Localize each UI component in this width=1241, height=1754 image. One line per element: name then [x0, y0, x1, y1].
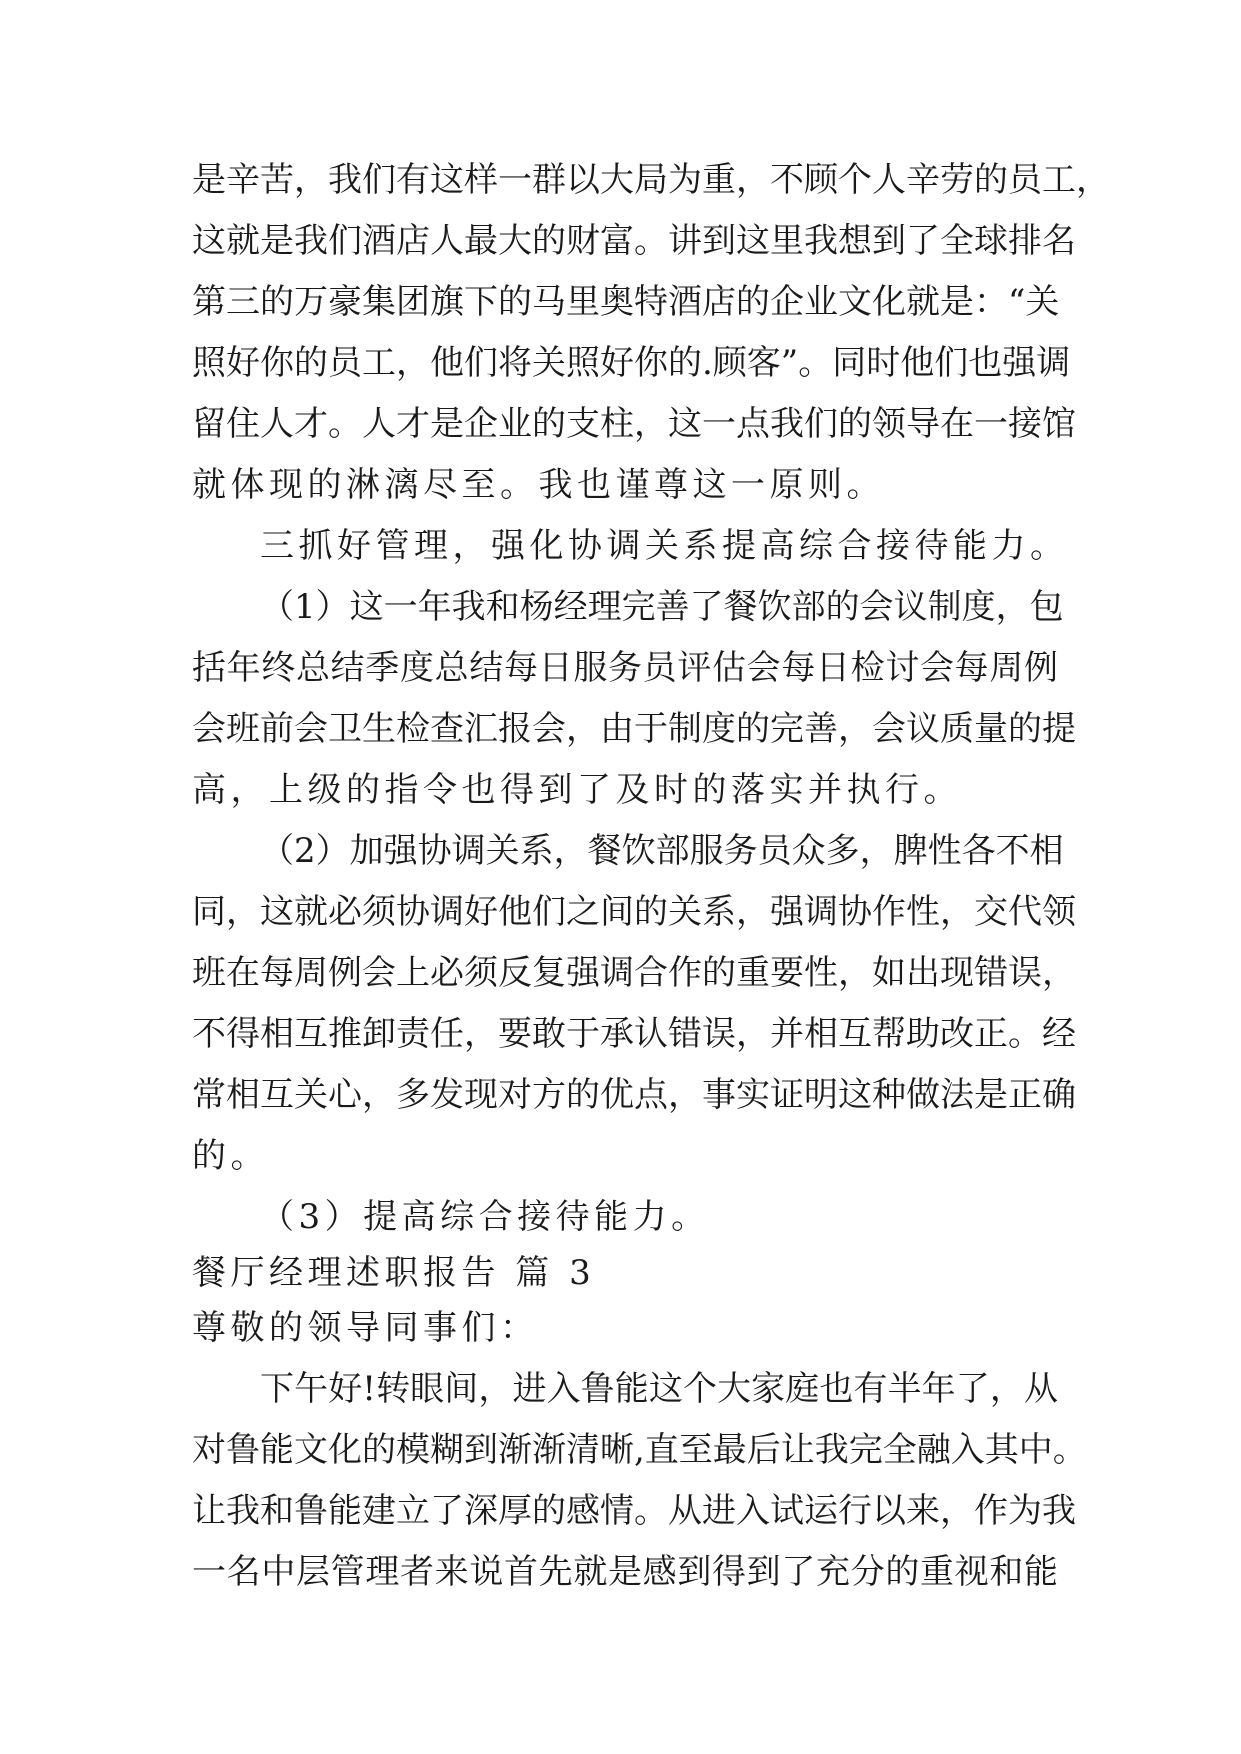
report-title: 餐厅经理述职报告 篇 3: [192, 1253, 596, 1293]
paragraph-line: 下午好!转眼间，进入鲁能这个大家庭也有半年了，从: [260, 1369, 1058, 1409]
salutation: 尊敬的领导同事们：: [192, 1308, 539, 1348]
paragraph-line: 这就是我们酒店人最大的财富。讲到这里我想到了全球排名: [192, 221, 1076, 261]
paragraph-line: 常相互关心，多发现对方的优点，事实证明这种做法是正确: [192, 1075, 1076, 1115]
paragraph-line: 不得相互推卸责任，要敢于承认错误，并相互帮助改正。经: [192, 1014, 1076, 1054]
paragraph-line: 括年终总结季度总结每日服务员评估会每日检讨会每周例: [192, 648, 1058, 688]
document-body: [192, 150, 1110, 1603]
paragraph-line: 第三的万豪集团旗下的马里奥特酒店的企业文化就是：“关: [192, 282, 1060, 322]
paragraph-line: 高，上级的指令也得到了及时的落实并执行。: [192, 770, 962, 810]
paragraph-line: 会班前会卫生检查汇报会，由于制度的完善，会议质量的提: [192, 709, 1076, 749]
paragraph-line: 就体现的淋漓尽至。我也谨尊这一原则。: [192, 465, 885, 505]
paragraph-line: 班在每周例会上必须反复强调合作的重要性，如出现错误，: [192, 953, 1076, 993]
paragraph-line: 照好你的员工，他们将关照好你的.顾客”。同时他们也强调: [192, 343, 1071, 383]
paragraph-line: 同，这就必须协调好他们之间的关系，强调协作性，交代领: [192, 892, 1076, 932]
section-heading: 三抓好管理，强化协调关系提高综合接待能力。: [260, 526, 1069, 566]
paragraph-line: （1）这一年我和杨经理完善了餐饮部的会议制度，包: [260, 587, 1064, 627]
paragraph-line: 留住人才。人才是企业的支柱，这一点我们的领导在一接馆: [192, 404, 1076, 444]
paragraph-line: 的。: [192, 1136, 269, 1176]
paragraph-line: 是辛苦，我们有这样一群以大局为重，不顾个人辛劳的员工，: [192, 160, 1110, 200]
paragraph-line: （3）提高综合接待能力。: [260, 1197, 710, 1237]
paragraph-line: （2）加强协调关系，餐饮部服务员众多，脾性各不相: [260, 831, 1064, 871]
paragraph-line: 一名中层管理者来说首先就是感到得到了充分的重视和能: [192, 1552, 1058, 1592]
paragraph-line: 让我和鲁能建立了深厚的感情。从进入试运行以来，作为我: [192, 1491, 1076, 1531]
paragraph-line: 对鲁能文化的模糊到渐渐清晰,直至最后让我完全融入其中。: [192, 1430, 1087, 1470]
